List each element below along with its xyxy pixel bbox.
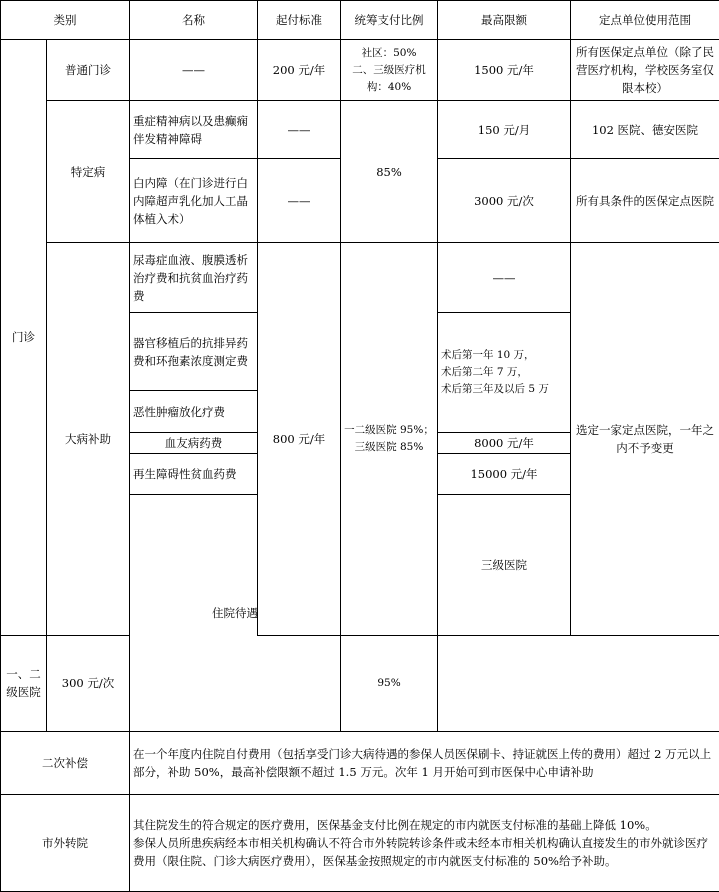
header-limit: 最高限额 — [438, 1, 571, 40]
inpatient-row — [1, 635, 719, 731]
major-disease-name: 再生障碍性贫血药费 — [130, 454, 258, 495]
general-outpatient-limit: 1500 元/年 — [438, 40, 571, 101]
major-disease-name: 尿毒症血液、腹膜透析治疗费和抗贫血治疗药费 — [130, 243, 258, 313]
general-outpatient-threshold: 200 元/年 — [258, 40, 341, 101]
inpatient-hospital-level: 三级医院 — [438, 495, 571, 636]
major-disease-row — [1, 243, 719, 313]
inpatient-hospital-level: 一、二级医院 — [1, 635, 47, 731]
transfer-text-paragraph: 参保人员所患疾病经本市相关机构确认不符合市外转院转诊条件或未经本市相关机构确认直接发生的市外就诊医疗费用（限住院、门诊大病医疗费用），医保基金按照规定的市内就医支付标准的 50%给予补助。 — [133, 834, 716, 870]
major-disease-limit: 15000 元/年 — [438, 454, 571, 495]
major-disease-limit: 术后第一年 10 万， 术后第二年 7 万， 术后第三年及以后 5 万 — [438, 313, 571, 433]
special-disease-scope: 102 医院、德安医院 — [571, 101, 719, 159]
transfer-label: 市外转院 — [1, 795, 130, 892]
header-row — [1, 1, 719, 40]
major-disease-name: 器官移植后的抗排异药费和环孢素浓度测定费 — [130, 313, 258, 391]
major-disease-limit: —— — [438, 243, 571, 313]
secondary-compensation-label: 二次补偿 — [1, 732, 130, 795]
special-disease-limit: 3000 元/次 — [438, 159, 571, 243]
transfer-row — [1, 795, 719, 892]
inpatient-label: 住院待遇 — [130, 495, 341, 732]
special-disease-ratio: 85% — [341, 101, 438, 243]
header-threshold: 起付标准 — [258, 1, 341, 40]
special-disease-threshold: —— — [258, 101, 341, 159]
major-disease-name: 血友病药费 — [130, 433, 258, 454]
special-disease-name: 重症精神病以及患癫痫伴发精神障碍 — [130, 101, 258, 159]
general-outpatient-row — [1, 40, 719, 101]
special-disease-threshold: —— — [258, 159, 341, 243]
secondary-compensation-text: 在一个年度内住院自付费用（包括享受门诊大病待遇的参保人员医保刷卡、持证就医上传的费用）超过 2 万元以上部分，补助 50%，最高补偿限额不超过 1.5 万元。次年 1 月开始可到市医保中心申请补助 — [130, 732, 719, 795]
major-disease-threshold: 800 元/年 — [258, 243, 341, 636]
major-disease-label: 大病补助 — [47, 243, 130, 636]
special-disease-scope: 所有具条件的医保定点医院 — [571, 159, 719, 243]
general-outpatient-label: 普通门诊 — [47, 40, 130, 101]
inpatient-ratio: 95% — [341, 635, 438, 731]
transfer-text — [130, 795, 719, 892]
transfer-text-paragraph: 其住院发生的符合规定的医疗费用，医保基金支付比例在规定的市内就医支付标准的基础上降低 10%。 — [133, 816, 716, 834]
header-category: 类别 — [1, 1, 130, 40]
header-name: 名称 — [130, 1, 258, 40]
header-ratio: 统筹支付比例 — [341, 1, 438, 40]
major-disease-limit: 8000 元/年 — [438, 433, 571, 454]
special-disease-label: 特定病 — [47, 101, 130, 243]
special-disease-limit: 150 元/月 — [438, 101, 571, 159]
general-outpatient-scope: 所有医保定点单位（除了民营医疗机构，学校医务室仅限本校） — [571, 40, 719, 101]
inpatient-threshold: 300 元/次 — [47, 635, 130, 731]
general-outpatient-ratio: 社区：50% 二、三级医疗机构：40% — [341, 40, 438, 101]
major-disease-scope: 选定一家定点医院，一年之内不予变更 — [571, 243, 719, 636]
major-disease-ratio: 一二级医院 95%；三级医院 85% — [341, 243, 438, 636]
secondary-compensation-row — [1, 732, 719, 795]
major-disease-name: 恶性肿瘤放化疗费 — [130, 391, 258, 433]
outpatient-label: 门诊 — [1, 40, 47, 636]
header-scope: 定点单位使用范围 — [571, 1, 719, 40]
special-disease-row — [1, 101, 719, 159]
special-disease-name: 白内障（在门诊进行白内障超声乳化加人工晶体植入术） — [130, 159, 258, 243]
general-outpatient-name: —— — [130, 40, 258, 101]
